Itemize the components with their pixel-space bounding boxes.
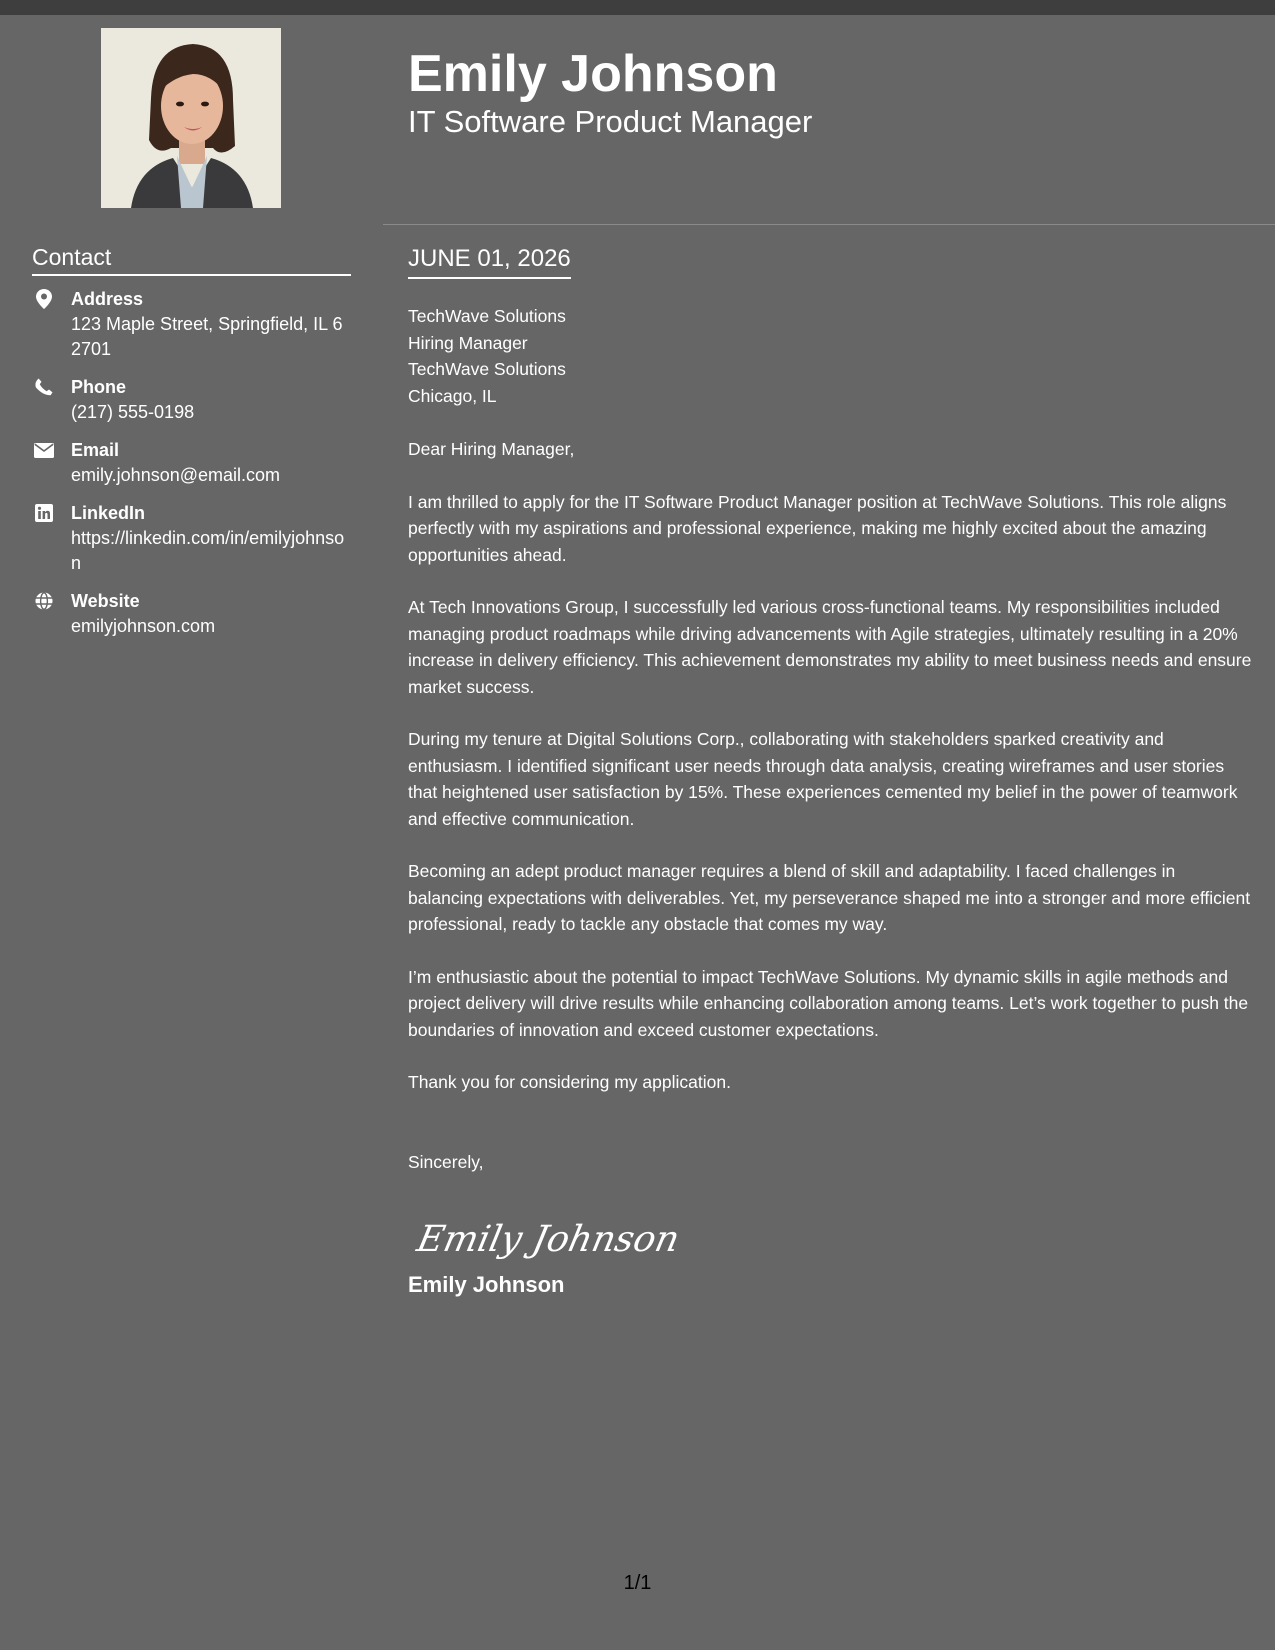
signature-text: Emily Johnson: [413, 1217, 684, 1260]
page-number: 1/1: [623, 1572, 652, 1594]
contact-item-email: [32, 438, 352, 488]
contact-list: [32, 287, 352, 652]
body-paragraph: I’m enthusiastic about the potential to impact TechWave Solutions. My dynamic skills in agile methods and project delivery will drive results while enhancing collaboration among teams. Let’s work together to push the boundaries of innovation and exceed customer expectations.: [408, 966, 1249, 1040]
job-title: IT Software Product Manager: [408, 104, 813, 139]
sidebar: [0, 15, 382, 1650]
contact-label: Phone: [71, 377, 127, 397]
contact-item-website: [32, 589, 352, 639]
portrait-image: [101, 28, 281, 208]
email-value[interactable]: emily.johnson@email.com: [71, 465, 281, 485]
recipient-line: Hiring Manager: [408, 332, 528, 353]
contact-heading: Contact: [32, 242, 351, 276]
letter-body: [408, 303, 1253, 1299]
phone-value[interactable]: (217) 555-0198: [71, 402, 195, 422]
body-paragraph: Becoming an adept product manager requires a blend of skill and adaptability. I faced challenges in balancing expectations with deliverables. Yet, my perseverance shaped me into a stronger and more efficient professional, ready to tackle any obstacle that comes my way.: [408, 861, 1251, 934]
recipient-block: [408, 303, 1253, 409]
location-pin-icon: [34, 289, 54, 309]
contact-label: Website: [71, 591, 140, 611]
signer-name: Emily Johnson: [408, 1272, 565, 1297]
closing: Sincerely,: [408, 1151, 484, 1172]
letter-date: JUNE 01, 2026: [408, 243, 571, 279]
contact-item-address: [32, 287, 352, 362]
envelope-icon: [34, 440, 54, 460]
globe-icon: [34, 591, 54, 611]
linkedin-icon: [34, 503, 54, 523]
profile-photo: [101, 28, 281, 208]
handwritten-signature: [413, 1201, 1253, 1271]
candidate-name: Emily Johnson: [408, 45, 778, 103]
phone-icon: [34, 377, 54, 397]
contact-item-linkedin: [32, 501, 352, 576]
recipient-line: TechWave Solutions: [408, 306, 566, 326]
address-value: 123 Maple Street, Springfield, IL 62701: [71, 314, 343, 359]
recipient-line: Chicago, IL: [408, 385, 497, 406]
website-value[interactable]: emilyjohnson.com: [71, 616, 216, 636]
contact-item-phone: [32, 375, 352, 425]
body-paragraph: At Tech Innovations Group, I successfully led various cross-functional teams. My responsibilities included managing product roadmaps while driving advancements with Agile strategies, ultimately resulting in a 20% increase in delivery efficiency. This achievement demonstrates my ability to meet business needs and ensure market success.: [408, 597, 1252, 697]
linkedin-value[interactable]: https://linkedin.com/in/emilyjohnson: [71, 528, 345, 573]
header-divider: [383, 224, 1275, 225]
body-paragraph: Thank you for considering my application.: [408, 1072, 731, 1092]
body-paragraph: During my tenure at Digital Solutions Corp., collaborating with stakeholders sparked creativity and enthusiasm. I identified significant user needs through data analysis, creating wireframes and user stories that heightened user satisfaction by 15%. These experiences cemented my belief in the power of teamwork and effective communication.: [408, 729, 1238, 829]
recipient-line: TechWave Solutions: [408, 359, 566, 379]
body-paragraph: I am thrilled to apply for the IT Software Product Manager position at TechWave Solutions. This role aligns perfectly with my aspirations and professional experience, making me highly excited about the amazing opportunities ahead.: [408, 491, 1227, 565]
contact-label: Address: [71, 289, 144, 309]
contact-label: Email: [71, 440, 120, 460]
salutation: Dear Hiring Manager,: [408, 439, 575, 459]
contact-label: LinkedIn: [71, 503, 146, 523]
top-bar: [0, 0, 1275, 15]
